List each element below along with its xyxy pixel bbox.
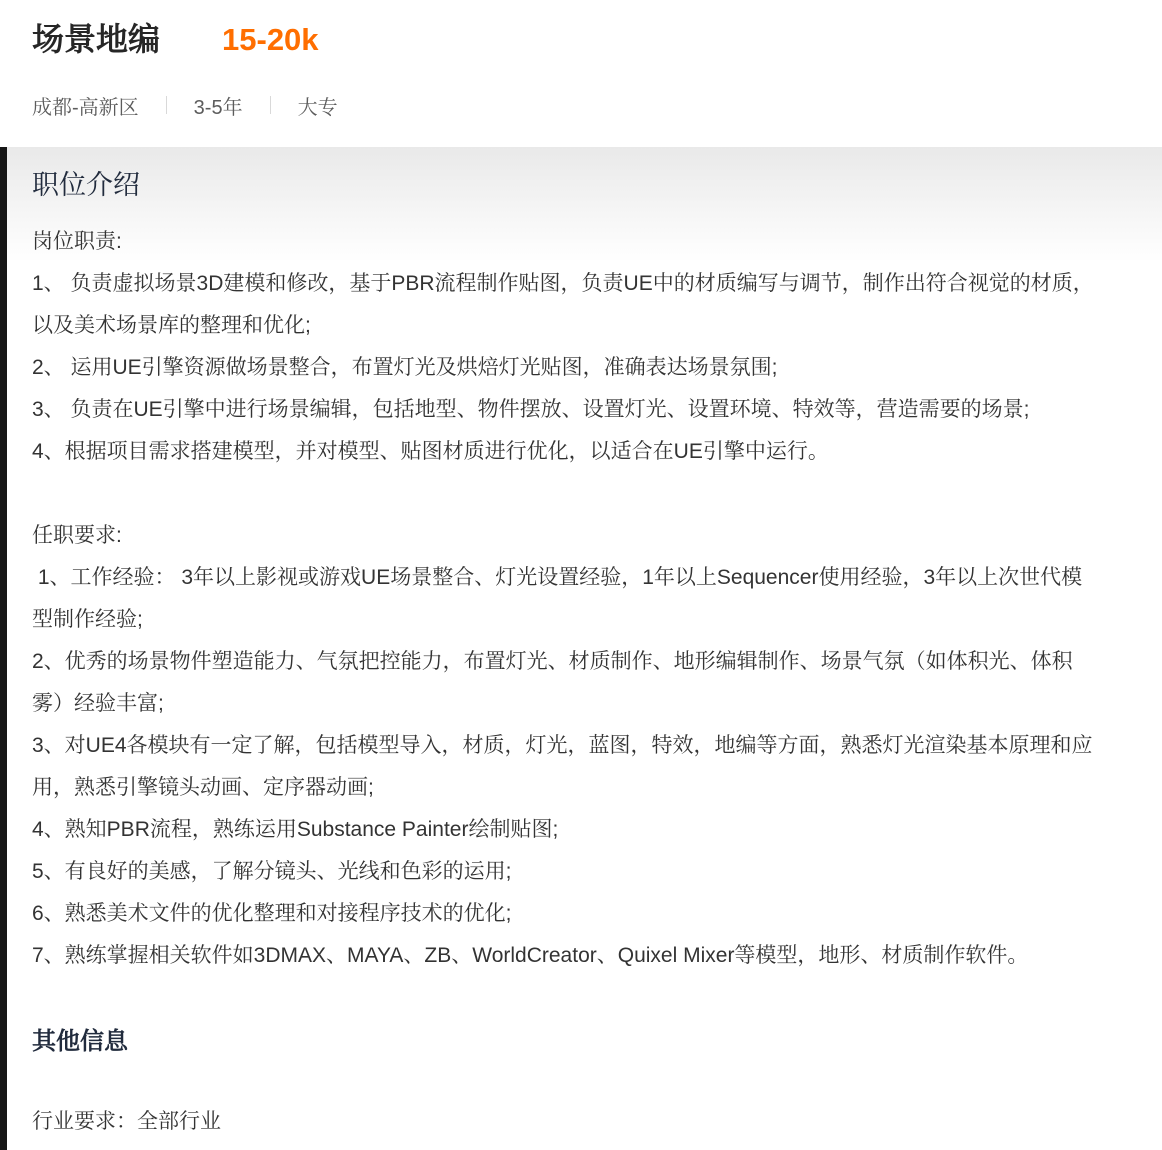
- requirement-item: 1、工作经验： 3年以上影视或游戏UE场景整合、灯光设置经验，1年以上Sequencer使用经验，3年以上次世代模型制作经验;: [32, 566, 1083, 631]
- requirement-item: 4、熟知PBR流程，熟练运用Substance Painter绘制贴图;: [32, 818, 559, 841]
- job-description-panel: [0, 147, 1162, 1150]
- job-header: [0, 0, 1162, 117]
- job-title-row: [32, 16, 1130, 63]
- requirement-item: 7、熟练掌握相关软件如3DMAX、MAYA、ZB、WorldCreator、Quixel Mixer等模型，地形、材质制作软件。: [32, 944, 1029, 967]
- industry-requirement: 行业要求：全部行业: [32, 1110, 221, 1133]
- duty-item: 2、 运用UE引擎资源做场景整合，布置灯光及烘焙灯光贴图，准确表达场景氛围;: [32, 356, 778, 379]
- duties-label: 岗位职责:: [32, 230, 122, 253]
- job-title: 场景地编: [32, 21, 161, 57]
- duty-item: 3、 负责在UE引擎中进行场景编辑，包括地型、物件摆放、设置灯光、设置环境、特效等，营造需要的场景;: [32, 398, 1030, 421]
- duty-item: 4、根据项目需求搭建模型，并对模型、贴图材质进行优化，以适合在UE引擎中运行。: [32, 440, 829, 463]
- job-experience: 3-5年: [193, 96, 243, 119]
- job-meta-row: [32, 93, 1130, 117]
- blank-line: [32, 473, 1097, 515]
- requirements-label: 任职要求:: [32, 524, 122, 547]
- requirement-item: 5、有良好的美感，了解分镜头、光线和色彩的运用;: [32, 860, 512, 883]
- duty-item: 1、 负责虚拟场景3D建模和修改，基于PBR流程制作贴图，负责UE中的材质编写与调节，制作出符合视觉的材质，以及美术场景库的整理和优化;: [32, 272, 1094, 337]
- job-location: 成都-高新区: [32, 96, 139, 119]
- salary-range: 15-20k: [222, 22, 319, 57]
- left-accent-bar: [0, 147, 7, 1150]
- requirement-item: 3、对UE4各模块有一定了解，包括模型导入，材质，灯光，蓝图，特效，地编等方面，熟悉灯光渲染基本原理和应用，熟悉引擎镜头动画、定序器动画;: [32, 734, 1093, 799]
- job-education: 大专: [297, 96, 338, 119]
- requirement-item: 2、优秀的场景物件塑造能力、气氛把控能力，布置灯光、材质制作、地形编辑制作、场景气氛（如体积光、体积雾）经验丰富;: [32, 650, 1073, 715]
- requirement-item: 6、熟悉美术文件的优化整理和对接程序技术的优化;: [32, 902, 512, 925]
- other-section-heading: 其他信息: [32, 1028, 128, 1055]
- intro-section-heading: 职位介绍: [32, 170, 140, 200]
- meta-divider: [270, 96, 271, 114]
- meta-divider: [166, 96, 167, 114]
- job-description-body: [32, 221, 1097, 977]
